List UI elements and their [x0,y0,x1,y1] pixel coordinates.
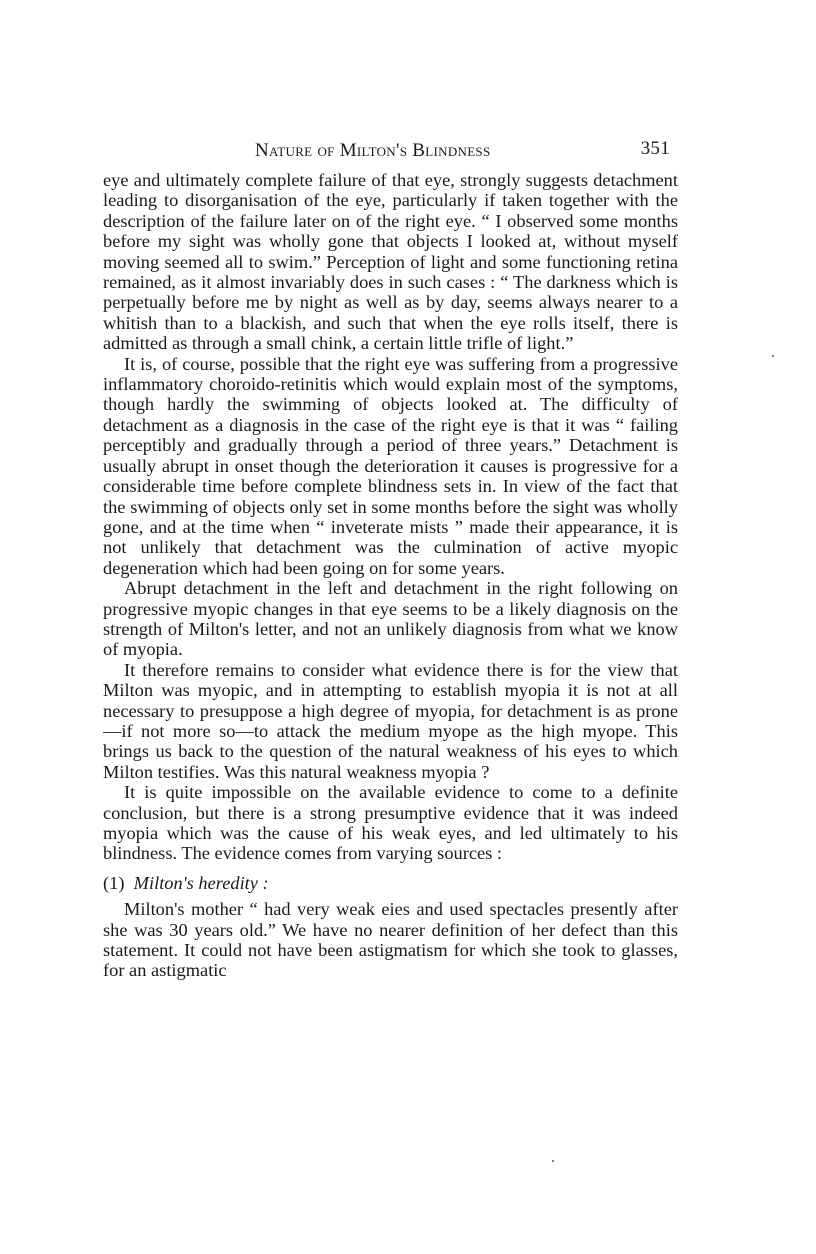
running-header [103,130,678,170]
paragraph: It therefore remains to consider what evidence there is for the view that Milton was myopic, and in attempting to establish myopia it is not at all necessary to presuppose a high degree of myopia, for detachment is as prone—if not more so—to attack the medium myope as the high myope. This brings us back to the question of the natural weakness of his eyes to which Milton testifies. Was this natural weakness myopia ? [103,659,678,782]
page-content [103,130,678,981]
paragraph: It is quite impossible on the available evidence to come to a definite conclusion, but there is a strong presumptive evidence that it was indeed myopia which was the cause of his weak eyes, and led ultimately to his blindness. The evidence comes from varying sources : [103,782,678,864]
paragraph: Milton's mother “ had very weak eies and used spectacles presently after she was 30 years old.” We have no nearer definition of her defect than this statement. It could not have been astigmatism for which she took to glasses, for an astigmatic [103,899,678,981]
paragraph-continuation: eye and ultimately complete failure of that eye, strongly suggests detachment leading to disorganisation of the eye, particularly if taken together with the description of the failure later on of the right eye. “ I observed some months before my sight was wholly gone that objects I looked at, without myself moving seemed all to swim.” Perception of light and some functioning retina remained, as it almost invariably does in such cases : “ The darkness which is perpetually before me by night as well as by day, seems always nearer to a whitish than to a blackish, and such that when the eye rolls itself, there is admitted as through a small chink, a certain little trifle of light.” [103,170,678,354]
paragraph: It is, of course, possible that the right eye was suffering from a progressive inflammatory choroido-retinitis which would explain most of the symptoms, though hardly the swimming of objects looked at. The difficulty of detachment as a diagnosis in the case of the right eye is that it was “ failing perceptibly and gradually through a period of three years.” Detachment is usually abrupt in onset though the deterioration it causes is progressive for a considerable time before complete blindness sets in. In view of the fact that the swimming of objects only set in some months before the sight was wholly gone, and at the time when “ inveterate mists ” made their appearance, it is not unlikely that detachment was the culmination of active myopic degeneration which had been going on for some years. [103,353,678,578]
body-text [103,170,678,981]
section-number: (1) [103,872,125,893]
paragraph: Abrupt detachment in the left and detachment in the right following on progressive myopic changes in that eye seems to be a likely diagnosis on the strength of Milton's letter, and not an unlikely diagnosis from what we know of myopia. [103,578,678,660]
page-number: 351 [640,138,670,159]
section-heading [103,873,678,893]
stray-mark [772,355,774,357]
stray-mark [552,1160,554,1162]
running-head-title: Nature of Milton's Blindness [255,140,491,161]
section-title: Milton's heredity : [133,872,269,893]
